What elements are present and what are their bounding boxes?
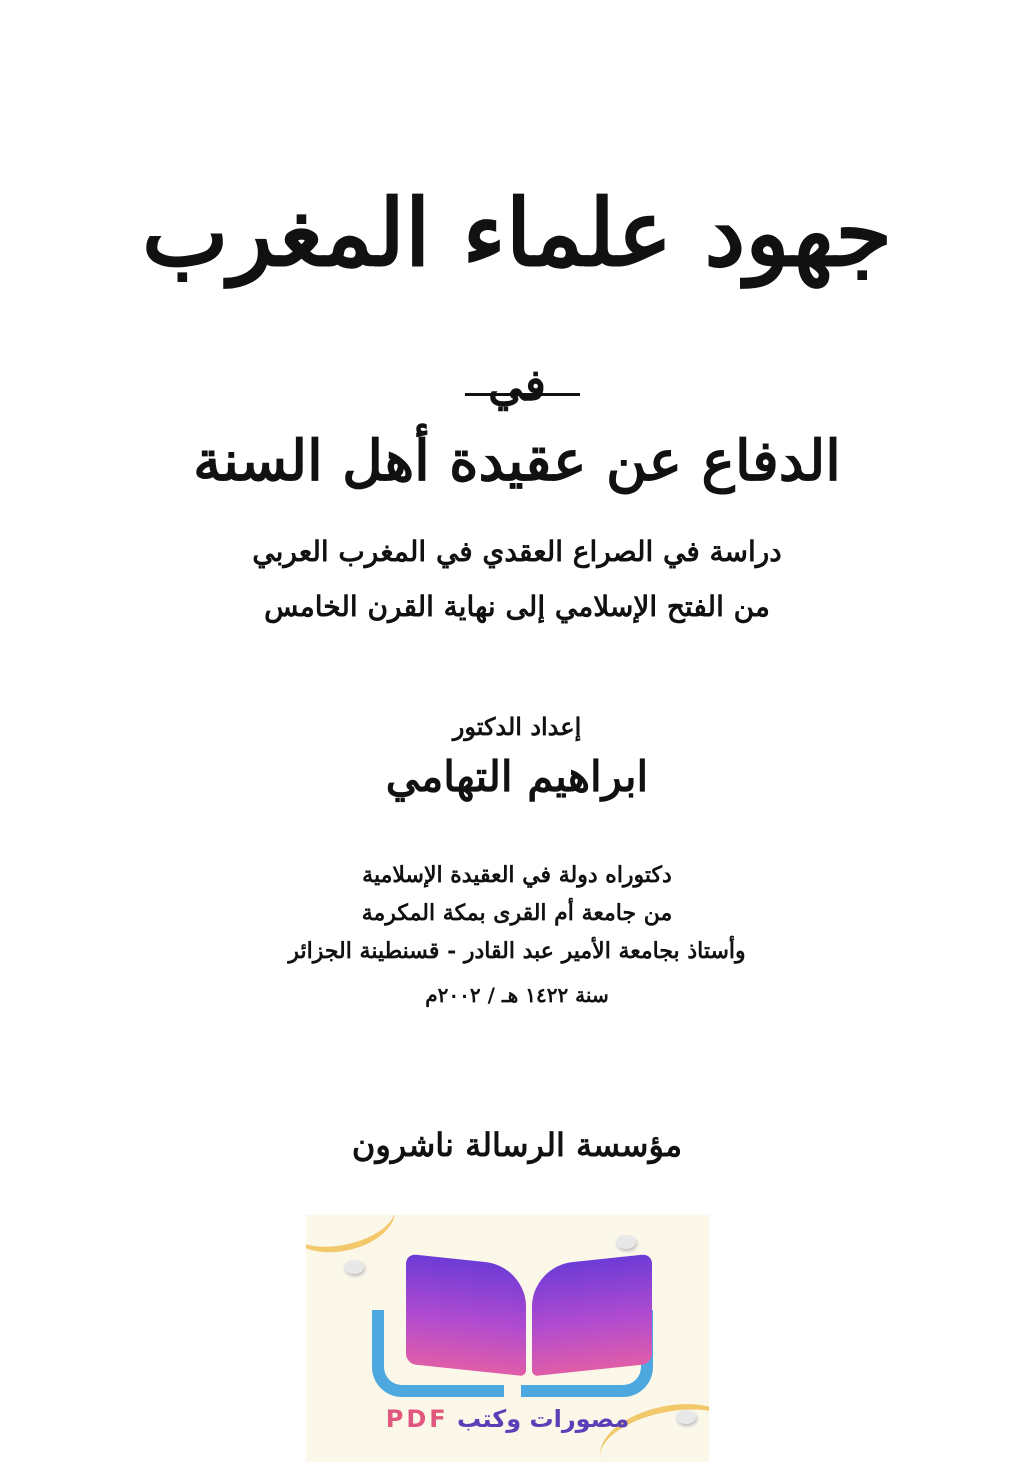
- subtitle: الدفاع عن عقيدة أهل السنة: [193, 428, 841, 494]
- title-connector: في: [488, 360, 546, 411]
- watermark-text: [306, 1405, 709, 1433]
- watermark-pdf: PDF: [385, 1405, 449, 1433]
- main-title: جهود علماء المغرب: [141, 179, 893, 287]
- degree-line-3: وأستاذ بجامعة الأمير عبد القادر - قسنطينة الجزائر: [288, 938, 746, 964]
- degree-line-1: دكتوراه دولة في العقيدة الإسلامية: [362, 862, 672, 888]
- open-book-icon: [532, 1254, 652, 1377]
- droplet-decoration: [344, 1260, 364, 1274]
- study-line-2: من الفتح الإسلامي إلى نهاية القرن الخامس: [264, 590, 770, 623]
- watermark-logo: [306, 1215, 709, 1462]
- droplet-decoration: [616, 1235, 636, 1249]
- watermark-arabic: مصورات وكتب: [457, 1405, 630, 1433]
- prepared-by-label: إعداد الدكتور: [452, 712, 582, 741]
- open-book-icon: [406, 1254, 526, 1377]
- author-name: ابراهيم التهامي: [385, 752, 649, 801]
- publication-date: سنة ١٤٢٢ هـ / ٢٠٠٢م: [425, 983, 609, 1007]
- degree-line-2: من جامعة أم القرى بمكة المكرمة: [361, 900, 673, 926]
- study-line-1: دراسة في الصراع العقدي في المغرب العربي: [252, 535, 782, 568]
- decorative-swoosh: [306, 1215, 402, 1262]
- publisher-name: مؤسسة الرسالة ناشرون: [351, 1126, 683, 1164]
